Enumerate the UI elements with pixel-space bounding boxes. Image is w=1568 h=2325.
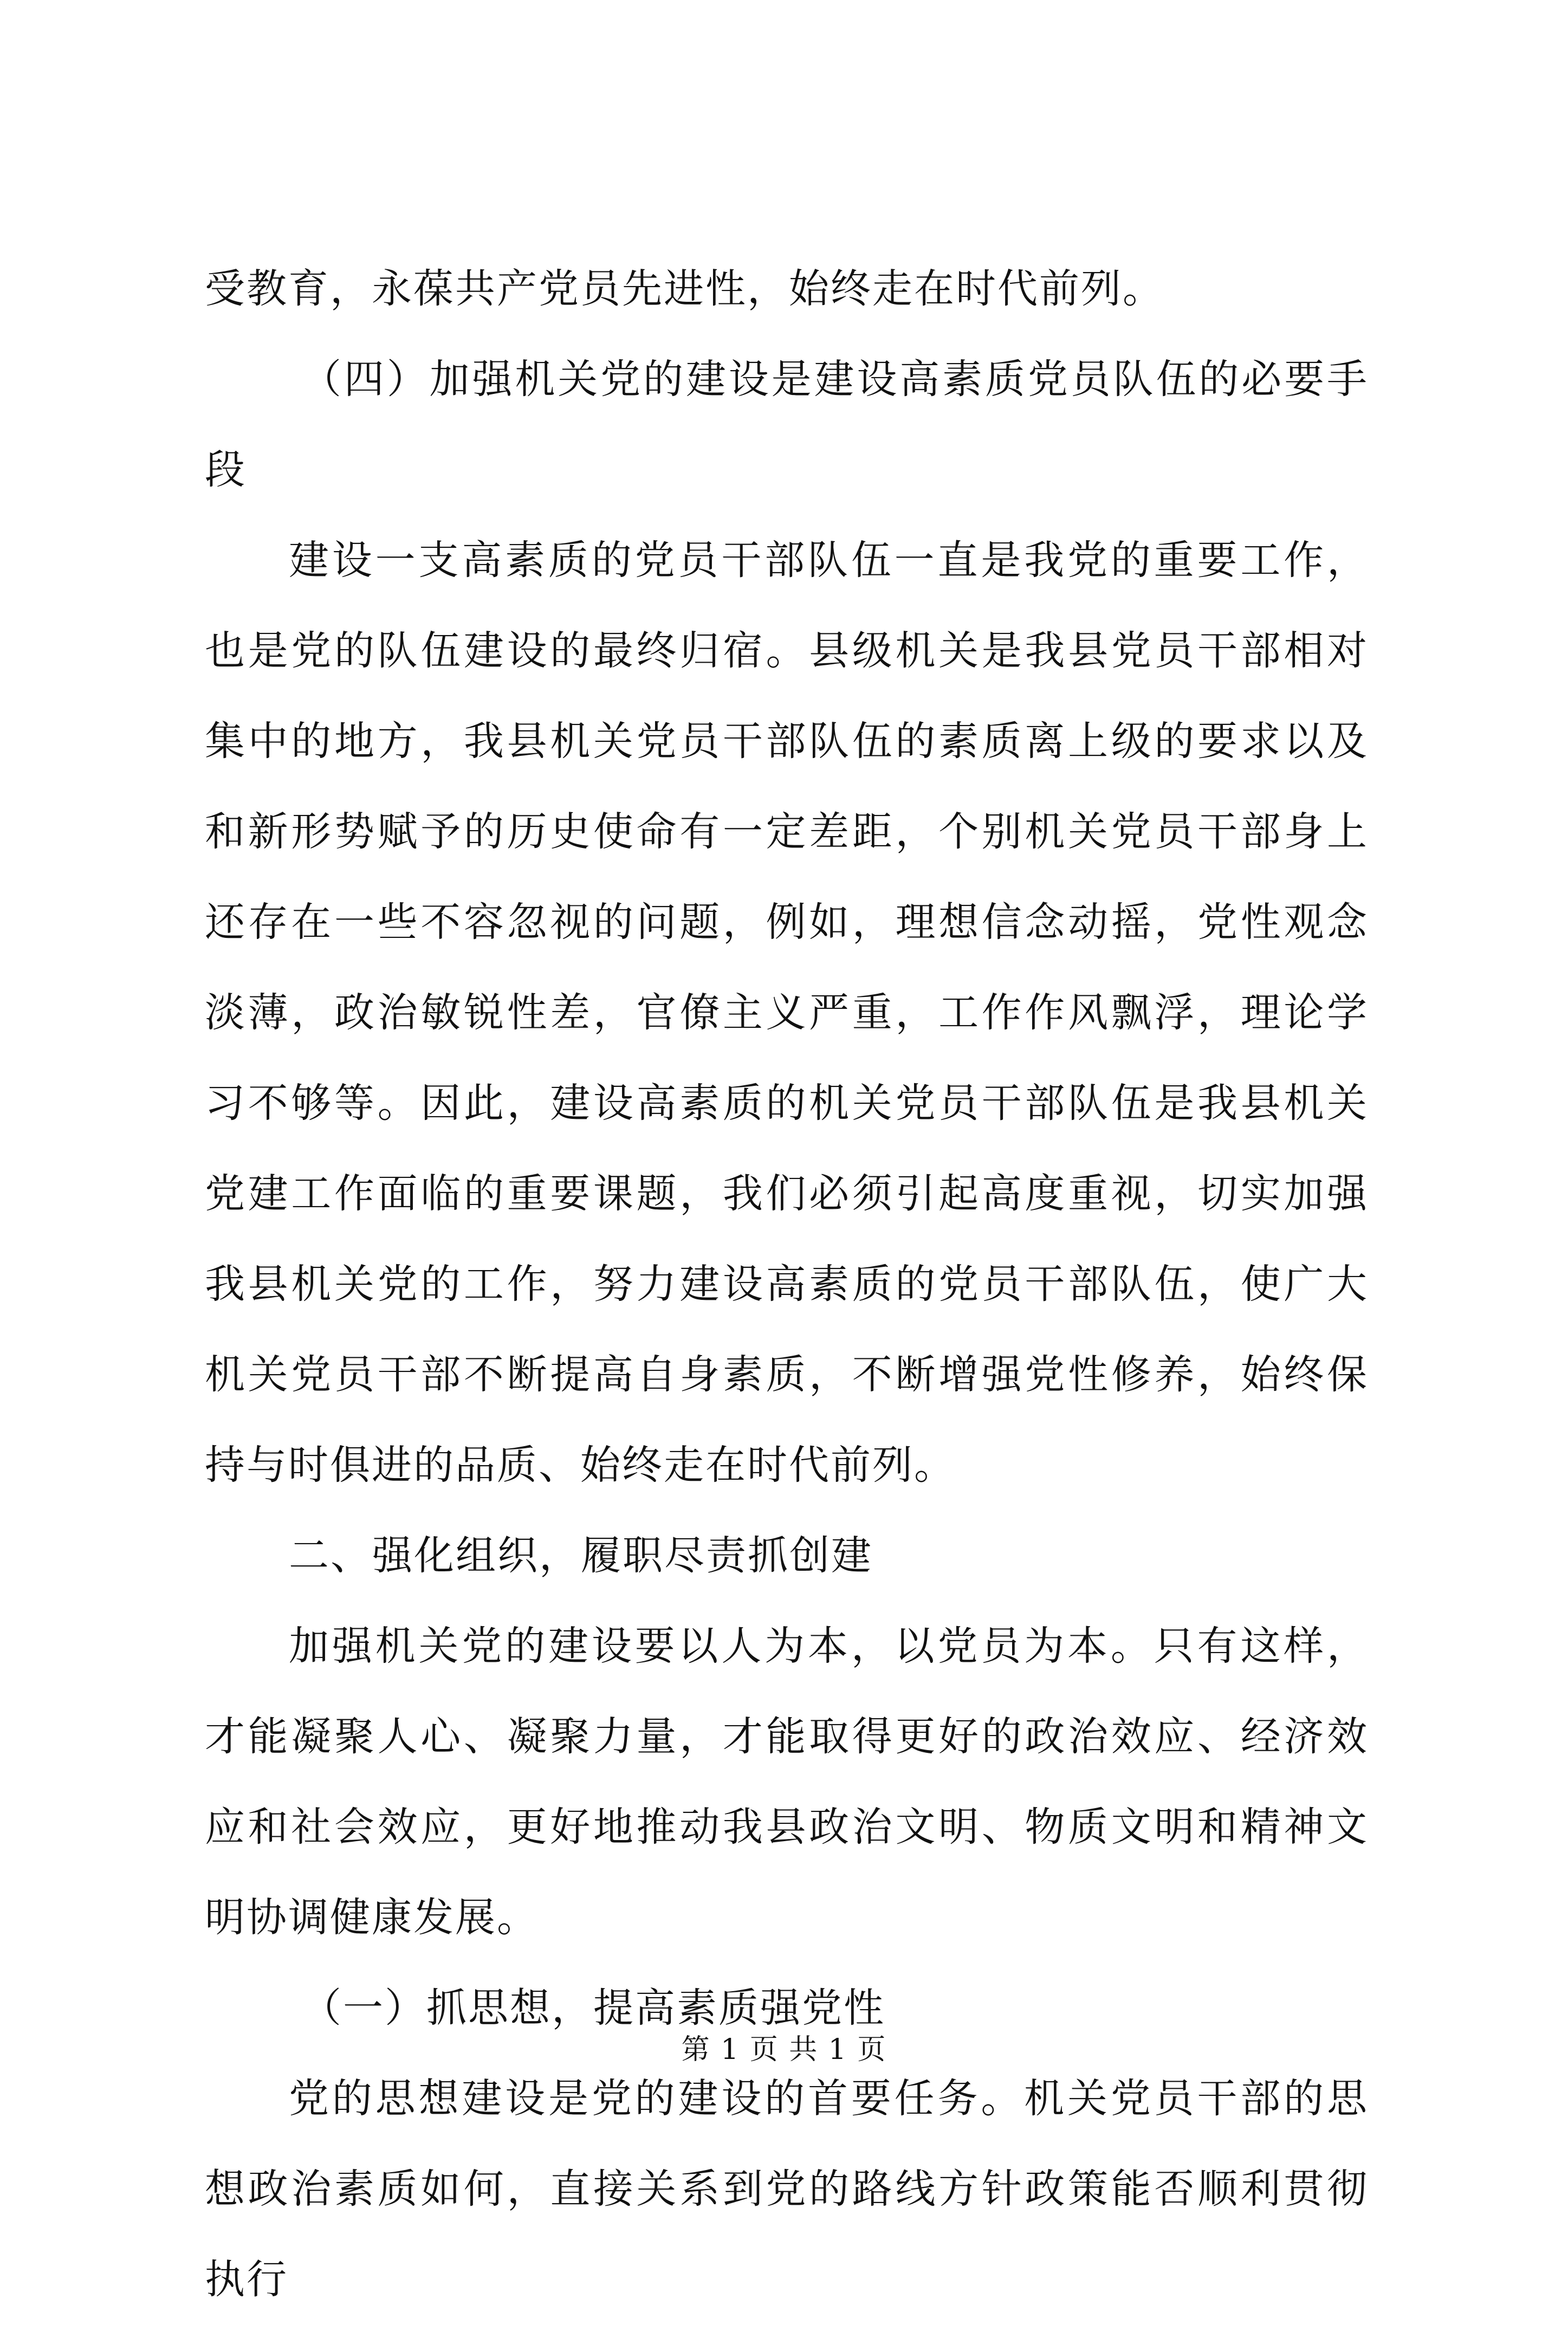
section-heading-2: 二、强化组织，履职尽责抓创建 (289, 1532, 873, 1579)
paragraph-continuation: 受教育，永葆共产党员先进性，始终走在时代前列。 (205, 265, 1164, 312)
page-number-footer: 第 1 页 共 1 页 (681, 2033, 887, 2066)
paragraph-body: 党的思想建设是党的建设的首要任务。机关党员干部的思想政治素质如何，直接关系到党的路线方针政策能否顺利贯彻执行 (205, 2075, 1369, 2303)
section-heading-4: （四）加强机关党的建设是建设高素质党员队伍的必要手段 (205, 356, 1369, 493)
document-body (205, 244, 1369, 2325)
paragraph-body: 建设一支高素质的党员干部队伍一直是我党的重要工作，也是党的队伍建设的最终归宿。县级机关是我县党员干部相对集中的地方，我县机关党员干部队伍的素质离上级的要求以及和新形势赋予的历史使命有一定差距，个别机关党员干部身上还存在一些不容忽视的问题，例如，理想信念动摇，党性观念淡薄，政治敏锐性差，官僚主义严重，工作作风飘浮，理论学习不够等。因此，建设高素质的机关党员干部队伍是我县机关党建工作面临的重要课题，我们必须引起高度重视，切实加强我县机关党的工作，努力建设高素质的党员干部队伍，使广大机关党员干部不断提高自身素质，不断增强党性修养，始终保持与时俱进的品质、始终走在时代前列。 (205, 537, 1369, 1488)
paragraph-body: 加强机关党的建设要以人为本，以党员为本。只有这样，才能凝聚人心、凝聚力量，才能取得更好的政治效应、经济效应和社会效应，更好地推动我县政治文明、物质文明和精神文明协调健康发展。 (205, 1623, 1369, 1941)
section-heading-2-1: （一）抓思想，提高素质强党性 (301, 1985, 885, 2031)
